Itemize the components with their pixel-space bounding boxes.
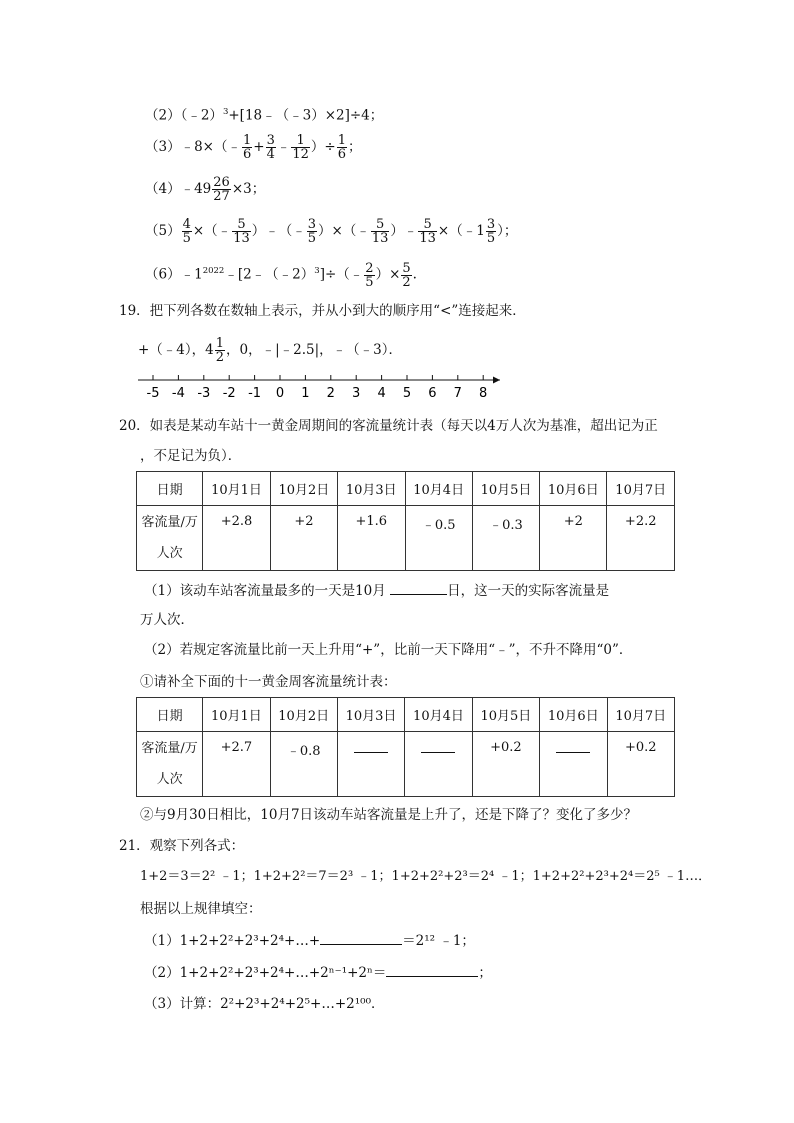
tick-label: 6 [428, 386, 437, 401]
number-line [0, 368, 794, 418]
tick-label: -3 [197, 386, 211, 401]
header-date: 10月7日 [607, 698, 674, 732]
header-date: 10月6日 [540, 472, 607, 506]
value-cell: +2.7 [203, 732, 270, 797]
value-cell[interactable] [337, 732, 404, 797]
q18-part6: $(6)﹣1^{2022}﹣[2﹣(﹣2)^3]\div(﹣$ $\frac{2}{5}$ ）× $\frac{5}{2}$ . [145, 260, 417, 290]
value-cell: ﹣0.8 [270, 732, 337, 797]
tick-label: -5 [146, 386, 160, 401]
value-cell[interactable] [405, 732, 472, 797]
header-date: 10月1日 [203, 698, 270, 732]
q20-text-1: 20．如表是某动车站十一黄金周期间的客流量统计表（每天以4万人次为基准，超出记为正 [119, 418, 658, 434]
q20-text-2: ，不足记为负）． [140, 448, 242, 464]
q19-text: 19．把下列各数在数轴上表示，并从小到大的顺序用“<”连接起来． [119, 303, 526, 319]
value-cell: +1.6 [338, 506, 405, 571]
tick-label: -4 [171, 386, 185, 401]
q20-sub2: （2）若规定客流量比前一天上升用“+”，比前一天下降用“﹣”，不升不降用“0”． [144, 642, 633, 658]
q18-part4: （4）﹣49 $\frac{26}{27}$ ×3； [145, 175, 266, 204]
value-cell: +2 [540, 506, 607, 571]
number-line-arrow [493, 377, 500, 384]
header-label: 日期 [137, 472, 203, 506]
q21-blank-1[interactable] [320, 930, 402, 945]
value-cell: +2 [270, 506, 337, 571]
tick-label: 3 [352, 386, 361, 401]
q18-part5: （5） $\frac{4}{5}$ ×（﹣ $\frac{5}{13}$ ）﹣（﹣ $\frac{3}{5}$ ）×（﹣ $\frac{5}{13}$ ）﹣ $\frac{5}{13}$ ×（﹣1 $\frac{3}{5}$ ）； [145, 217, 518, 246]
header-date: 10月3日 [337, 698, 404, 732]
value-cell: ﹣0.5 [405, 506, 472, 571]
value-cell[interactable] [540, 732, 607, 797]
q21-sub2: （2）1+2+2²+2³+2⁴+…+2ⁿ⁻¹+2ⁿ＝ ； [144, 962, 492, 983]
q19-numbers: +（﹣4），4 $\frac{1}{2}$ ，0，﹣|﹣2.5|，﹣（﹣3）． [138, 336, 403, 365]
header-date: 10月2日 [270, 472, 337, 506]
q20-sub2-2: ②与9月30日相比，10月7日该动车站客流量是上升了，还是下降了？变化了多少？ [140, 807, 638, 823]
q20-sub1: （1）该动车站客流量最多的一天是10月 日，这一天的实际客流量是 [144, 580, 609, 601]
tick-label: 4 [377, 386, 386, 401]
header-date: 10月7日 [607, 472, 675, 506]
q20-sub2-1: ①请补全下面的十一黄金周客流量统计表： [140, 674, 397, 690]
q21-sub1: （1）1+2+2²+2³+2⁴+…+ ＝2¹² ﹣1； [144, 930, 475, 951]
q20-table-1 [136, 471, 675, 571]
tick-label: 5 [402, 386, 412, 401]
tick-label: 2 [326, 386, 335, 401]
tick-label: 0 [275, 386, 285, 401]
q18-part2: （2）（﹣2）$^3$+[18﹣（﹣3）×2]÷4； [145, 107, 384, 124]
q21-title: 21．观察下列各式： [119, 838, 245, 854]
header-date: 10月5日 [472, 472, 539, 506]
q20-sub1-cont: 万人次． [140, 612, 194, 628]
row-label: 客流量/万 人次 [137, 506, 203, 571]
q21-observation: 1+2＝3＝2² ﹣1；1+2+2²＝7＝2³ ﹣1；1+2+2²+2³＝2⁴ ﹣1；1+2+2²+2³+2⁴＝2⁵ ﹣1…． [140, 869, 712, 884]
q20-table-2 [136, 697, 675, 797]
q18-part3: （3）﹣8×（﹣ $\frac{1}{6}$ + $\frac{3}{4}$ ﹣ $\frac{1}{12}$ ）÷ $\frac{1}{6}$ ； [145, 133, 362, 162]
value-cell: ﹣0.3 [472, 506, 539, 571]
header-date: 10月3日 [338, 472, 405, 506]
header-date: 10月2日 [270, 698, 337, 732]
value-cell: +0.2 [607, 732, 674, 797]
q21-blank-2[interactable] [386, 962, 478, 977]
tick-label: 1 [301, 386, 310, 401]
q21-rule: 根据以上规律填空： [140, 901, 262, 917]
tick-label: -1 [248, 386, 262, 401]
header-date: 10月5日 [472, 698, 539, 732]
tick-label: -2 [222, 386, 236, 401]
q21-sub3: （3）计算：2²+2³+2⁴+2⁵+…+2¹⁰⁰． [144, 996, 385, 1012]
value-cell: +2.2 [607, 506, 675, 571]
tick-label: 8 [479, 386, 488, 401]
row-label: 客流量/万 人次 [137, 732, 203, 797]
tick-label: 7 [453, 386, 462, 401]
value-cell: +0.2 [472, 732, 539, 797]
value-cell: +2.8 [203, 506, 270, 571]
header-date: 10月1日 [203, 472, 270, 506]
header-date: 10月6日 [540, 698, 607, 732]
header-date: 10月4日 [405, 472, 472, 506]
header-label: 日期 [137, 698, 203, 732]
header-date: 10月4日 [405, 698, 472, 732]
q20-blank-day[interactable] [390, 580, 447, 595]
